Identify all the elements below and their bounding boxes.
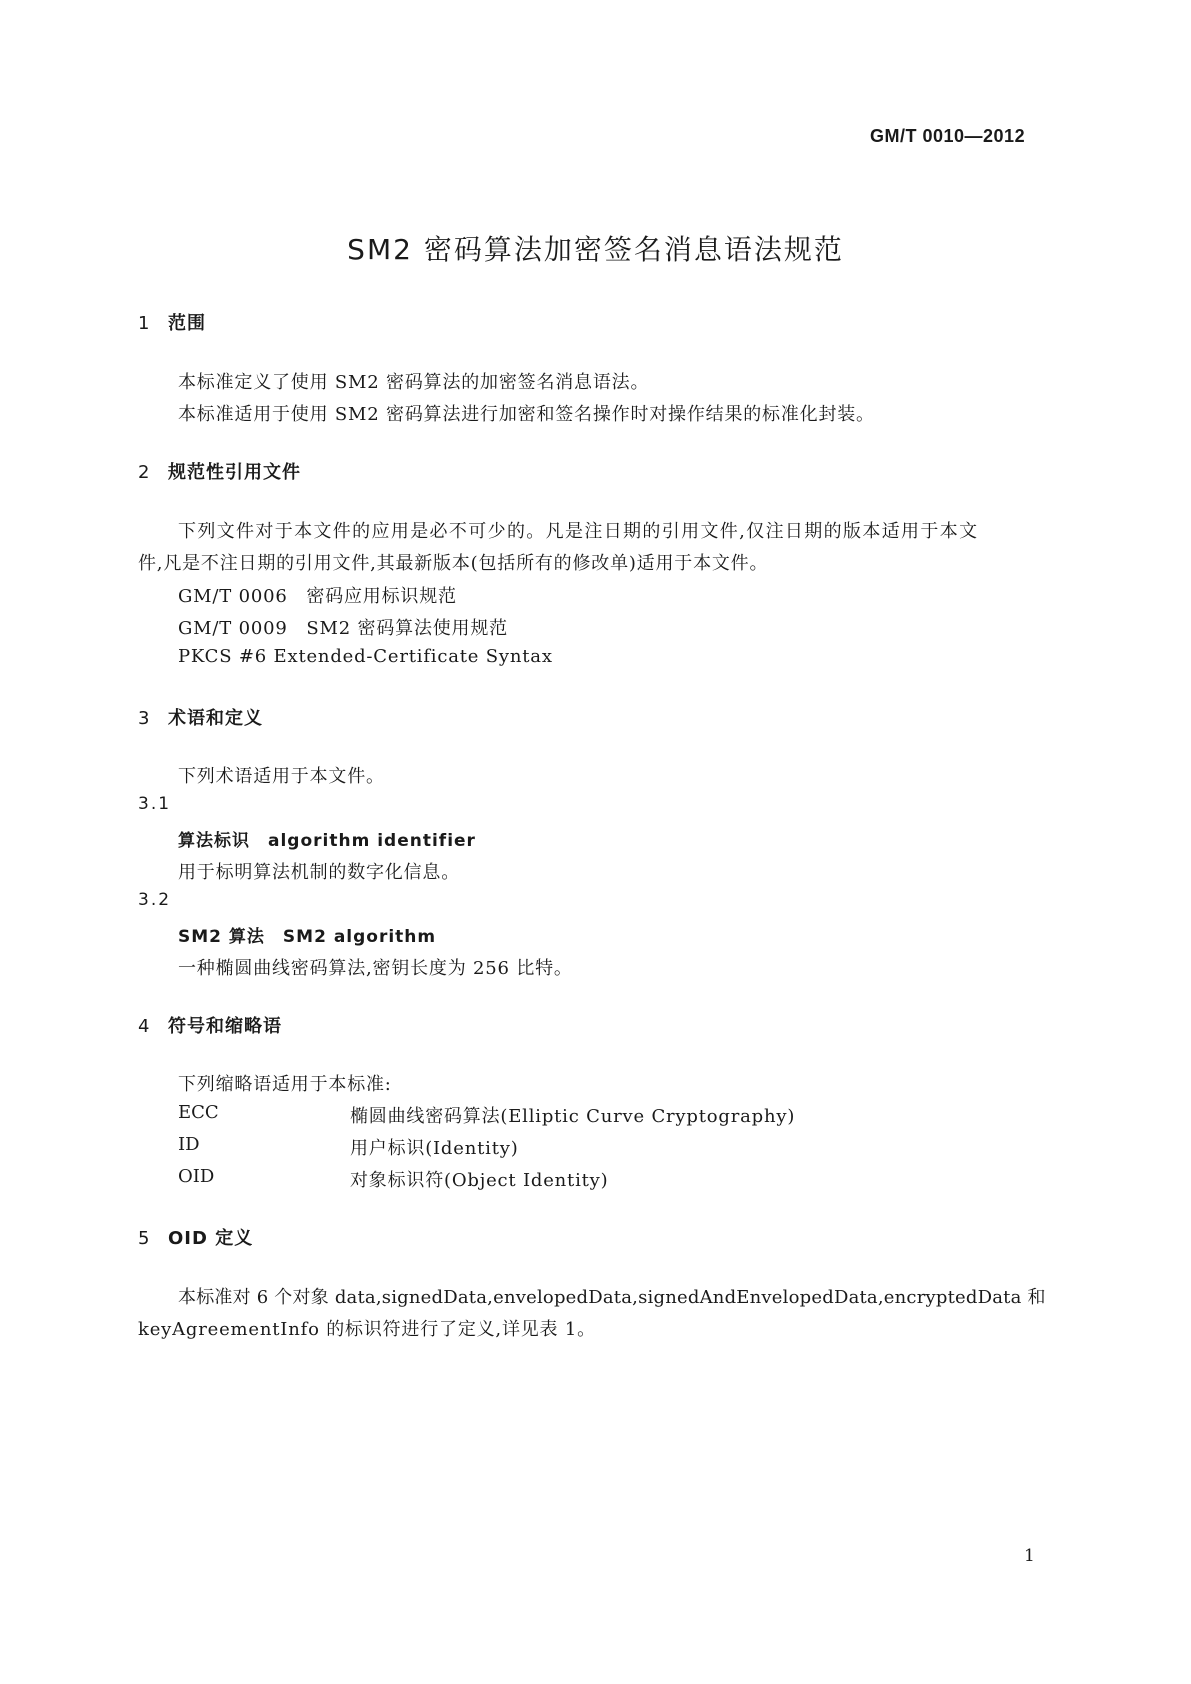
paragraph: 本标准对 6 个对象 data,signedData,envelopedData,signedAndEnvelopedData,encryptedData 和: [178, 1287, 1046, 1308]
reference-item: GM/T 0009 SM2 密码算法使用规范: [178, 618, 508, 639]
section-4-heading: [138, 1012, 282, 1038]
reference-item: GM/T 0006 密码应用标识规范: [178, 586, 457, 607]
section-title: OID 定义: [168, 1228, 254, 1249]
paragraph: 件,凡是不注日期的引用文件,其最新版本(包括所有的修改单)适用于本文件。: [138, 553, 769, 574]
section-2-heading: [138, 458, 301, 484]
section-title: 规范性引用文件: [168, 462, 301, 483]
section-1-heading: [138, 309, 206, 335]
abbreviation-meaning: 对象标识符(Object Identity): [350, 1170, 609, 1191]
abbreviation: OID: [178, 1166, 215, 1187]
term-name: SM2 算法 SM2 algorithm: [178, 927, 437, 947]
term-definition: 用于标明算法机制的数字化信息。: [178, 862, 460, 883]
term-number: 3.2: [138, 890, 172, 910]
section-title: 符号和缩略语: [168, 1016, 282, 1037]
reference-item: PKCS #6 Extended-Certificate Syntax: [178, 646, 553, 667]
section-title: 术语和定义: [168, 708, 263, 729]
paragraph: 下列文件对于本文件的应用是必不可少的。凡是注日期的引用文件,仅注日期的版本适用于本文: [178, 521, 979, 542]
paragraph: 本标准适用于使用 SM2 密码算法进行加密和签名操作时对操作结果的标准化封装。: [178, 404, 875, 425]
term-number: 3.1: [138, 794, 172, 814]
abbreviation: ID: [178, 1134, 200, 1155]
paragraph: 下列术语适用于本文件。: [178, 766, 385, 787]
abbreviation-meaning: 椭圆曲线密码算法(Elliptic Curve Cryptography): [350, 1106, 796, 1127]
document-title: SM2 密码算法加密签名消息语法规范: [347, 233, 844, 266]
standard-code: GM/T 0010—2012: [870, 126, 1026, 146]
section-title: 范围: [168, 313, 206, 334]
section-number: 4: [138, 1016, 151, 1037]
section-number: 1: [138, 313, 151, 334]
section-number: 2: [138, 462, 151, 483]
section-5-heading: [138, 1224, 253, 1250]
paragraph: 本标准定义了使用 SM2 密码算法的加密签名消息语法。: [178, 372, 650, 393]
section-number: 5: [138, 1228, 151, 1249]
abbreviation: ECC: [178, 1102, 219, 1123]
term-name: 算法标识 algorithm identifier: [178, 831, 476, 851]
term-definition: 一种椭圆曲线密码算法,密钥长度为 256 比特。: [178, 958, 573, 979]
paragraph: 下列缩略语适用于本标准:: [178, 1074, 392, 1095]
paragraph: keyAgreementInfo 的标识符进行了定义,详见表 1。: [138, 1319, 596, 1340]
abbreviation-meaning: 用户标识(Identity): [350, 1138, 519, 1159]
section-number: 3: [138, 708, 151, 729]
section-3-heading: [138, 704, 263, 730]
page-number: 1: [1024, 1546, 1035, 1566]
